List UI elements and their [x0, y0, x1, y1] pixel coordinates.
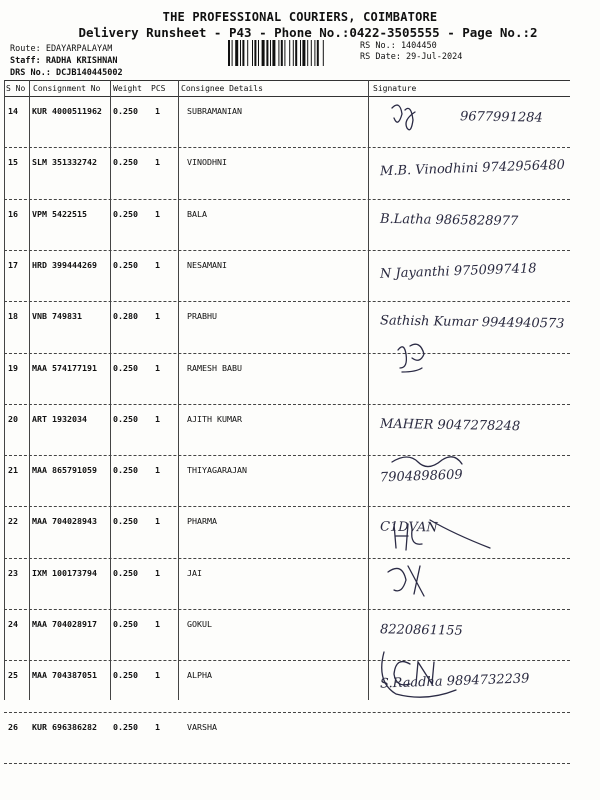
barcode-bar: [293, 40, 294, 66]
barcode-bar: [300, 40, 301, 66]
route-label: Route: EDAYARPALAYAM: [10, 44, 113, 54]
runsheet-subtitle: Delivery Runsheet - P43 - Phone No.:0422-3505555 - Page No.:2: [78, 25, 538, 40]
pieces-count: 1: [155, 670, 160, 681]
table-row: [0, 252, 600, 303]
row-separator: [4, 455, 570, 456]
barcode-bar: [295, 40, 297, 66]
pieces-count: 1: [155, 721, 160, 732]
weight-value: 0.250: [113, 619, 138, 629]
consignment-number: MAA 574177191: [32, 362, 97, 373]
barcode-bar: [302, 40, 305, 66]
weight-value: 0.280: [113, 311, 138, 322]
consignment-number: KUR 696386282: [32, 721, 97, 732]
row-separator: [4, 147, 570, 148]
consignment-number: MAA 865791059: [32, 465, 97, 476]
rs-number: RS No.: 1404450: [360, 41, 437, 51]
staff-label: Staff: RADHA KRISHNAN: [10, 56, 118, 66]
barcode-bar: [232, 40, 233, 66]
weight-value: 0.250: [113, 106, 138, 116]
pieces-count: 1: [155, 465, 160, 476]
barcode-bar: [314, 40, 315, 66]
table-top-border: [4, 80, 570, 81]
consignment-number: MAA 704387051: [32, 670, 97, 681]
row-separator: [4, 404, 570, 405]
table-row: [0, 355, 600, 406]
rs-date: RS Date: 29-Jul-2024: [360, 52, 463, 62]
barcode-bar: [240, 40, 241, 66]
consignee-name: GOKUL: [187, 619, 212, 629]
consignment-number: MAA 704028917: [32, 619, 97, 629]
row-separator: [4, 199, 570, 200]
pieces-count: 1: [155, 106, 160, 116]
barcode-bar: [235, 40, 238, 66]
table-row: [0, 662, 600, 713]
table-row: [0, 508, 600, 559]
row-separator: [4, 763, 570, 764]
serial-number: 20: [8, 413, 18, 424]
document-title: THE PROFESSIONAL COURIERS, COIMBATORE: [162, 10, 438, 24]
serial-number: 24: [8, 619, 18, 629]
barcode-bar: [254, 40, 256, 66]
signature-handwriting: C1DVAN: [379, 519, 438, 536]
table-row: [0, 611, 600, 662]
row-separator: [4, 250, 570, 251]
barcode-bar: [242, 40, 244, 66]
barcode-bar: [323, 40, 324, 66]
drs-number: DRS No.: DCJB140445002: [10, 68, 123, 78]
col-header-consignment: Consignment No: [33, 84, 101, 93]
signature-handwriting: 9677991284: [459, 109, 543, 126]
barcode-bar: [262, 40, 265, 66]
consignee-name: BALA: [187, 208, 207, 219]
weight-value: 0.250: [113, 362, 138, 373]
barcode-bar: [278, 40, 279, 66]
consignee-name: NESAMANI: [187, 259, 227, 270]
consignee-name: PHARMA: [187, 516, 217, 527]
barcode-bar: [289, 40, 290, 66]
consignment-number: KUR 4000511962: [32, 106, 102, 116]
row-separator: [4, 609, 570, 610]
serial-number: 17: [8, 259, 18, 270]
barcode-bar: [252, 40, 253, 66]
pieces-count: 1: [155, 619, 160, 629]
consignee-name: ALPHA: [187, 670, 212, 681]
pieces-count: 1: [155, 567, 160, 578]
consignment-number: VPM 5422515: [32, 208, 87, 219]
weight-value: 0.250: [113, 670, 138, 681]
table-row: [0, 406, 600, 457]
table-row: [0, 149, 600, 200]
consignee-name: PRABHU: [187, 311, 217, 322]
consignee-name: VINODHNI: [187, 157, 227, 168]
serial-number: 22: [8, 516, 18, 527]
table-row: [0, 457, 600, 508]
row-separator: [4, 712, 570, 713]
barcode-bar: [270, 40, 271, 66]
signature-handwriting: 7904898609: [379, 467, 463, 486]
serial-number: 15: [8, 157, 18, 168]
weight-value: 0.250: [113, 259, 138, 270]
weight-value: 0.250: [113, 567, 138, 578]
weight-value: 0.250: [113, 721, 138, 732]
table-header-border: [4, 96, 570, 97]
barcode-bar: [266, 40, 268, 66]
barcode-bar: [307, 40, 308, 66]
table-row: [0, 714, 600, 765]
pieces-count: 1: [155, 362, 160, 373]
barcode-bar: [281, 40, 283, 66]
weight-value: 0.250: [113, 208, 138, 219]
barcode-bar: [284, 40, 285, 66]
consignee-name: JAI: [187, 567, 202, 578]
pieces-count: 1: [155, 259, 160, 270]
consignment-number: MAA 704028943: [32, 516, 97, 527]
table-row: [0, 201, 600, 252]
consignee-name: VARSHA: [187, 721, 217, 732]
signature-handwriting: MAHER 9047278248: [379, 416, 521, 435]
consignment-number: ART 1932034: [32, 413, 87, 424]
barcode-bar: [247, 40, 248, 66]
col-header-weight: Weight: [113, 84, 142, 93]
barcode-bar: [228, 40, 230, 66]
col-header-sno: S No: [6, 84, 26, 93]
col-header-pcs: PCS: [151, 84, 166, 93]
consignee-name: SUBRAMANIAN: [187, 106, 242, 116]
consignment-number: VNB 749831: [32, 311, 82, 322]
row-separator: [4, 558, 570, 559]
barcode-bar: [272, 40, 275, 66]
table-row: [0, 98, 600, 149]
signature-handwriting: N Jayanthi 9750997418: [379, 261, 537, 282]
row-separator: [4, 506, 570, 507]
barcode-bar: [311, 40, 312, 66]
table-row: [0, 560, 600, 611]
barcode-bar: [258, 40, 259, 66]
serial-number: 25: [8, 670, 18, 681]
weight-value: 0.250: [113, 465, 138, 476]
serial-number: 26: [8, 721, 18, 732]
pieces-count: 1: [155, 157, 160, 168]
signature-handwriting: M.B. Vinodhini 9742956480: [379, 158, 566, 180]
row-separator: [4, 353, 570, 354]
col-header-consignee: Consignee Details: [181, 84, 263, 93]
pieces-count: 1: [155, 516, 160, 527]
row-separator: [4, 301, 570, 302]
serial-number: 18: [8, 311, 18, 322]
signature-handwriting: B.Latha 9865828977: [379, 211, 519, 229]
consignment-number: SLM 351332742: [32, 157, 97, 168]
weight-value: 0.250: [113, 413, 138, 424]
weight-value: 0.250: [113, 157, 138, 168]
signature-handwriting: Sathish Kumar 9944940573: [379, 313, 565, 332]
signature-handwriting: 8220861155: [379, 622, 463, 639]
serial-number: 23: [8, 567, 18, 578]
pieces-count: 1: [155, 311, 160, 322]
consignee-name: THIYAGARAJAN: [187, 465, 247, 476]
consignment-number: HRD 399444269: [32, 259, 97, 270]
serial-number: 21: [8, 465, 18, 476]
consignment-number: IXM 100173794: [32, 567, 97, 578]
signature-handwriting: S.Raadha 9894732239: [379, 671, 530, 692]
table-row: [0, 303, 600, 354]
barcode-bar: [317, 40, 319, 66]
serial-number: 14: [8, 106, 18, 116]
row-separator: [4, 660, 570, 661]
serial-number: 16: [8, 208, 18, 219]
col-header-signature: Signature: [373, 84, 417, 93]
consignee-name: RAMESH BABU: [187, 362, 242, 373]
pieces-count: 1: [155, 208, 160, 219]
weight-value: 0.250: [113, 516, 138, 527]
barcode-image: [228, 40, 354, 66]
pieces-count: 1: [155, 413, 160, 424]
consignee-name: AJITH KUMAR: [187, 413, 242, 424]
serial-number: 19: [8, 362, 18, 373]
